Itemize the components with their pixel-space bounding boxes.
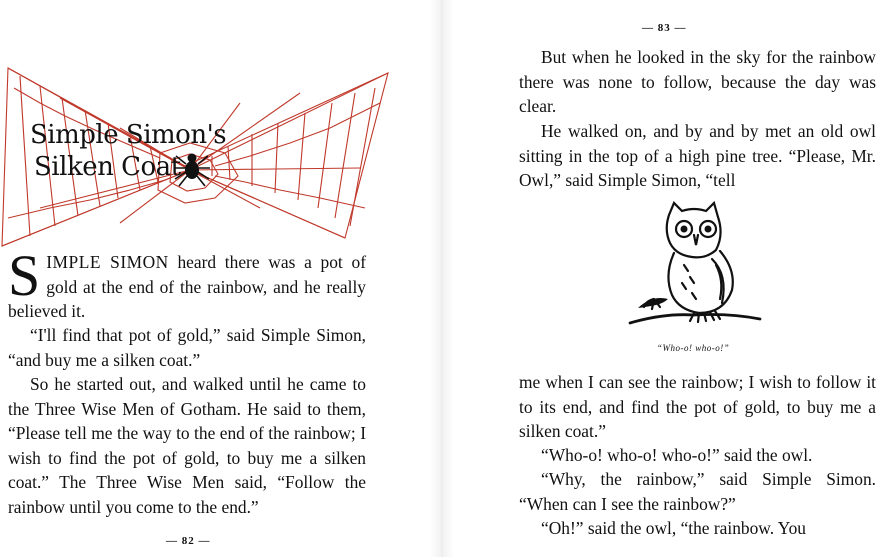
opening-caps: IMPLE SIMON bbox=[46, 252, 169, 272]
opening-text: heard there was a pot of gold at the end of the rainbow, and he really believed it. bbox=[8, 252, 366, 321]
paragraph: “Why, the rainbow,” said Simple Simon. “When can I see the rainbow?” bbox=[519, 469, 876, 514]
paragraph: So he started out, and walked until he came to the Three Wise Men of Gotham. He said to them, “Please tell me the way to the end of the rainbow; I wish to find the pot of gold, to buy me a silken coat.” The Three Wise Men said, “Follow the rainbow until you come to the end.” bbox=[8, 374, 366, 517]
paragraph: me when I can see the rainbow; I wish to follow it to its end, and find the pot of gold, to buy me a silken coat.” bbox=[519, 372, 876, 441]
paragraph: “I'll find that pot of gold,” said Simple Simon, “and buy me a silken coat.” bbox=[8, 325, 366, 370]
paragraph: He walked on, and by and by met an old owl sitting in the top of a high pine tree. “Please, Mr. Owl,” said Simple Simon, “tell bbox=[519, 121, 876, 190]
left-page bbox=[0, 0, 432, 557]
paragraph: “Oh!” said the owl, “the rainbow. You bbox=[541, 518, 806, 538]
right-page bbox=[452, 0, 885, 557]
drop-cap: S bbox=[8, 243, 41, 308]
illustration-caption: “Who-o! who-o!” bbox=[657, 343, 730, 353]
story-title-line1: Simple Simon's bbox=[30, 120, 227, 150]
story-title-line2: Silken Coat bbox=[34, 152, 181, 182]
page-number: — 83 — bbox=[642, 22, 687, 34]
book-gutter bbox=[430, 0, 454, 557]
page-number: — 82 — bbox=[166, 535, 211, 547]
paragraph: “Who-o! who-o! who-o!” said the owl. bbox=[541, 445, 813, 465]
opening-paragraph bbox=[8, 243, 366, 324]
owl-illustration bbox=[624, 195, 764, 335]
paragraph: But when he looked in the sky for the rainbow there was none to follow, because the day was clear. bbox=[519, 47, 876, 116]
